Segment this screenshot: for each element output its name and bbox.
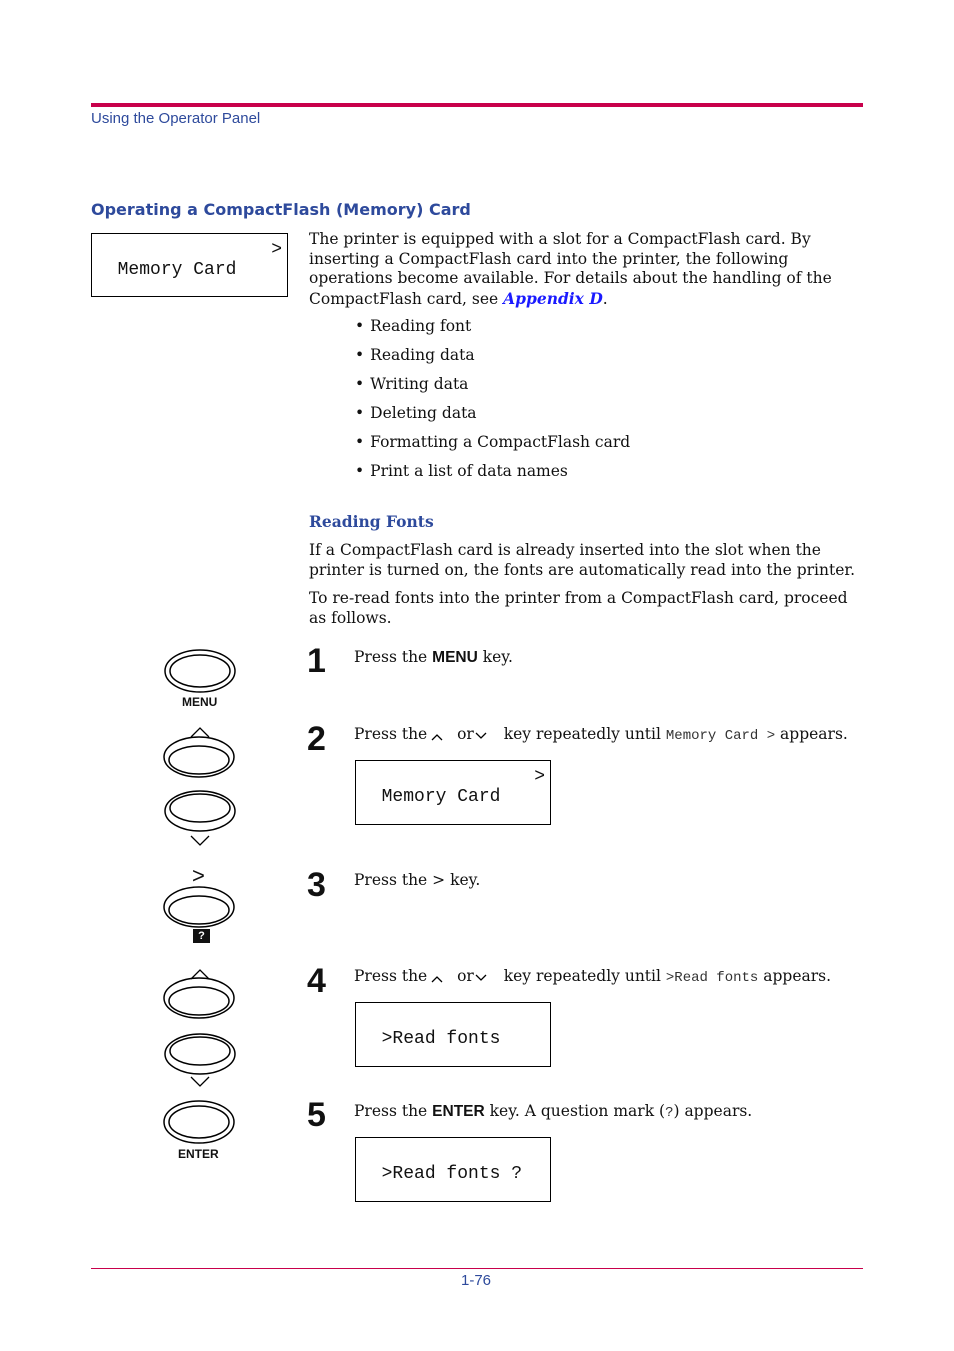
menu-key-label: MENU	[182, 695, 218, 709]
inline-lcd-text: ?	[665, 1105, 674, 1121]
lcd-text: >Read fonts	[381, 1029, 501, 1049]
paragraph: To re-read fonts into the printer from a CompactFlash card, proceed as follows.	[309, 589, 848, 627]
list-item: • Deleting data	[355, 403, 630, 432]
lcd-text: Memory Card	[117, 260, 237, 280]
step-text-part: Press the	[354, 1102, 433, 1120]
lcd-arrow: >	[534, 767, 545, 787]
right-key-glyph: >	[192, 863, 205, 888]
lcd-text: Memory Card	[381, 787, 501, 807]
step-number: 4	[307, 962, 326, 1000]
lcd-display-step-4	[355, 1002, 551, 1067]
step-number: 1	[307, 642, 326, 680]
menu-key-icon	[165, 650, 235, 692]
lcd-display-step-2	[355, 760, 551, 825]
step-text-part: appears.	[758, 967, 832, 985]
lcd-text: >Read fonts ?	[381, 1164, 523, 1184]
lcd-display-step-5	[355, 1137, 551, 1202]
key-name: MENU	[432, 649, 478, 666]
list-item: • Print a list of data names	[355, 461, 630, 490]
step-text-part: key.	[477, 648, 513, 666]
running-header: Using the Operator Panel	[91, 110, 261, 127]
step-number: 2	[307, 720, 326, 758]
right-key-icon	[164, 887, 234, 927]
step-text-part: or	[452, 725, 479, 743]
step-text	[354, 1101, 752, 1123]
footer-rule	[91, 1268, 863, 1269]
question-key-badge: ?	[193, 929, 210, 943]
enter-key-label: ENTER	[178, 1147, 219, 1161]
list-item: • Formatting a CompactFlash card	[355, 432, 630, 461]
step-text-part: key. A question mark (	[484, 1102, 666, 1120]
inline-lcd-text: Memory Card >	[665, 728, 776, 744]
subsection-title: Reading Fonts	[309, 512, 434, 531]
down-key-icon	[165, 1034, 235, 1086]
lcd-arrow: >	[271, 240, 282, 260]
appendix-d-link[interactable]: Appendix D	[503, 288, 603, 308]
section-title: Operating a CompactFlash (Memory) Card	[91, 200, 471, 219]
intro-text: The printer is equipped with a slot for a CompactFlash card. By inserting a CompactFlash card into the printer, the following operations become available. For details about the handling of the CompactFlash card, see	[309, 230, 832, 308]
step-text-part: key repeatedly until	[498, 967, 666, 985]
list-item: • Writing data	[355, 374, 630, 403]
key-name: ENTER	[432, 1103, 485, 1120]
step-text-part: or	[452, 967, 479, 985]
inline-lcd-text: >Read fonts	[665, 970, 759, 986]
page-number: 1-76	[461, 1272, 492, 1289]
step-text	[354, 724, 848, 746]
enter-key-icon	[164, 1101, 234, 1143]
step-text-part: Press the	[354, 967, 433, 985]
step-number: 5	[307, 1096, 326, 1134]
step-text-part: Press the	[354, 725, 433, 743]
step-text-part: key repeatedly until	[498, 725, 666, 743]
step-text	[354, 966, 831, 988]
step-text-part: Press the	[354, 648, 433, 666]
list-item: • Reading data	[355, 345, 630, 374]
up-key-icon	[164, 728, 234, 777]
step-text-part: appears.	[775, 725, 848, 743]
paragraph: If a CompactFlash card is already inserted into the slot when the printer is turned on, the fonts are automatically read into the printer.	[309, 541, 856, 579]
step-text: Press the > key.	[354, 871, 481, 889]
step-number: 3	[307, 866, 326, 904]
intro-end: .	[602, 289, 608, 308]
down-key-icon	[165, 791, 235, 845]
step-text	[354, 647, 513, 668]
step-text-part: ) appears.	[673, 1102, 753, 1120]
list-item: • Reading font	[355, 316, 630, 345]
up-key-icon	[164, 970, 234, 1018]
